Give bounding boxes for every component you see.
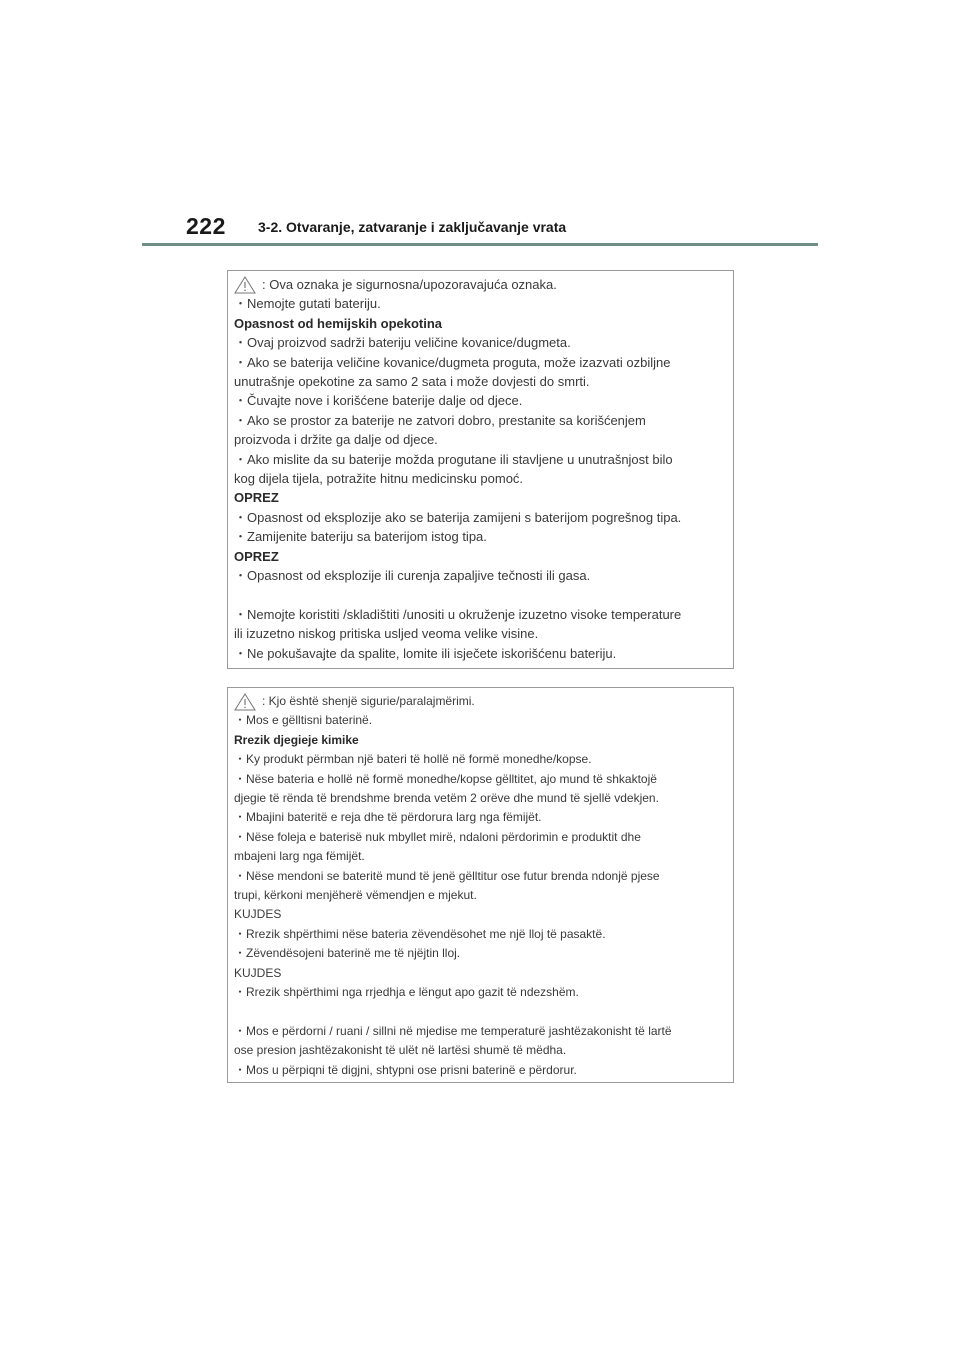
warning-line: ・Mos e përdorni / ruani / sillni në mjedise me temperaturë jashtëzakonisht të lartë [234,1023,672,1038]
warning-line: KUJDES [234,965,282,980]
warning-line: ・Nëse foleja e baterisë nuk mbyllet mirë, ndaloni përdorimin e produktit dhe [234,829,641,844]
warning-line: OPREZ [234,490,279,506]
warning-line: ・Rrezik shpërthimi nga rrjedhja e lëngut apo gazit të ndezshëm. [234,985,579,1000]
symbol-note-line [234,275,727,294]
warning-line: proizvoda i držite ga dalje od djece. [234,432,438,448]
symbol-note-text: : Kjo është shenjë sigurie/paralajmërimi. [262,694,475,708]
warning-triangle-icon [234,693,256,711]
warning-lines [234,711,727,1080]
warning-line: ・Ky produkt përmban një bateri të hollë në formë monedhe/kopse. [234,752,592,767]
warning-line: ・Zamijenite bateriju sa baterijom istog tipa. [234,529,487,545]
warning-box-bosnian [227,270,734,669]
warning-line: trupi, kërkoni menjëherë vëmendjen e mjekut. [234,888,477,903]
warning-line: Rrezik djegieje kimike [234,732,359,747]
warning-line: ・Mos u përpiqni të digjni, shtypni ose prisni baterinë e përdorur. [234,1062,577,1077]
warning-line: KUJDES [234,907,282,922]
symbol-note-line [234,692,727,711]
warning-line: ・Opasnost od eksplozije ako se baterija zamijeni s baterijom pogrešnog tipa. [234,509,682,525]
warning-line: ・Ako se prostor za baterije ne zatvori dobro, prestanite sa korišćenjem [234,412,646,428]
warning-line: ・Opasnost od eksplozije ili curenja zapaljive tečnosti ili gasa. [234,568,591,584]
page-number: 222 [186,213,226,239]
warning-line: kog dijela tijela, potražite hitnu medicinsku pomoć. [234,471,524,487]
warning-line: ・Nemojte gutati bateriju. [234,296,381,312]
warning-line: Opasnost od hemijskih opekotina [234,315,443,331]
warning-line: djegie të rënda të brendshme brenda vetëm 2 orëve dhe mund të sjellë vdekjen. [234,791,659,806]
warning-line: ・Ne pokušavajte da spalite, lomite ili isječete iskorišćenu bateriju. [234,645,617,661]
warning-triangle-icon [234,276,256,294]
warning-line: ・Nëse mendoni se bateritë mund të jenë gëlltitur ose futur brenda ndonjë pjese [234,868,660,883]
warning-line: ・Ako mislite da su baterije možda progutane ili stavljene u unutrašnjost bilo [234,451,673,467]
warning-line: ・Ako se baterija veličine kovanice/dugmeta proguta, može izazvati ozbiljne [234,354,671,370]
warning-line: ・Mos e gëlltisni baterinë. [234,713,373,728]
warning-line: mbajeni larg nga fëmijët. [234,849,365,864]
warning-line: ・Nemojte koristiti /skladištiti /unositi u okruženje izuzetno visoke temperature [234,606,682,622]
warning-line [234,586,727,605]
warning-line: ・Zëvendësojeni baterinë me të njëjtin lloj. [234,946,461,961]
warning-line: ・Čuvajte nove i korišćene baterije dalje od djece. [234,393,523,409]
symbol-note-text: : Ova oznaka je sigurnosna/upozoravajuća oznaka. [262,277,557,292]
header-rule [142,243,818,246]
warning-line: ・Ovaj proizvod sadrži bateriju veličine kovanice/dugmeta. [234,335,571,351]
warning-line: unutrašnje opekotine za samo 2 sata i može dovjesti do smrti. [234,374,590,390]
warning-line: OPREZ [234,548,279,564]
warning-line: ・Nëse bateria e hollë në formë monedhe/kopse gëlltitet, ajo mund të shkaktojë [234,771,657,786]
warning-line [234,1003,727,1022]
section-title: 3-2. Otvaranje, zatvaranje i zaključavanje vrata [258,219,567,235]
warning-line: ose presion jashtëzakonisht të ulët në lartësi shumë të mëdha. [234,1043,567,1058]
warning-line: ili izuzetno niskog pritiska usljed veoma velike visine. [234,626,539,642]
warning-box-albanian [227,687,734,1083]
warning-lines [234,294,727,663]
warning-line: ・Mbajini bateritë e reja dhe të përdorura larg nga fëmijët. [234,810,542,825]
warning-line: ・Rrezik shpërthimi nëse bateria zëvendësohet me një lloj të pasaktë. [234,926,606,941]
